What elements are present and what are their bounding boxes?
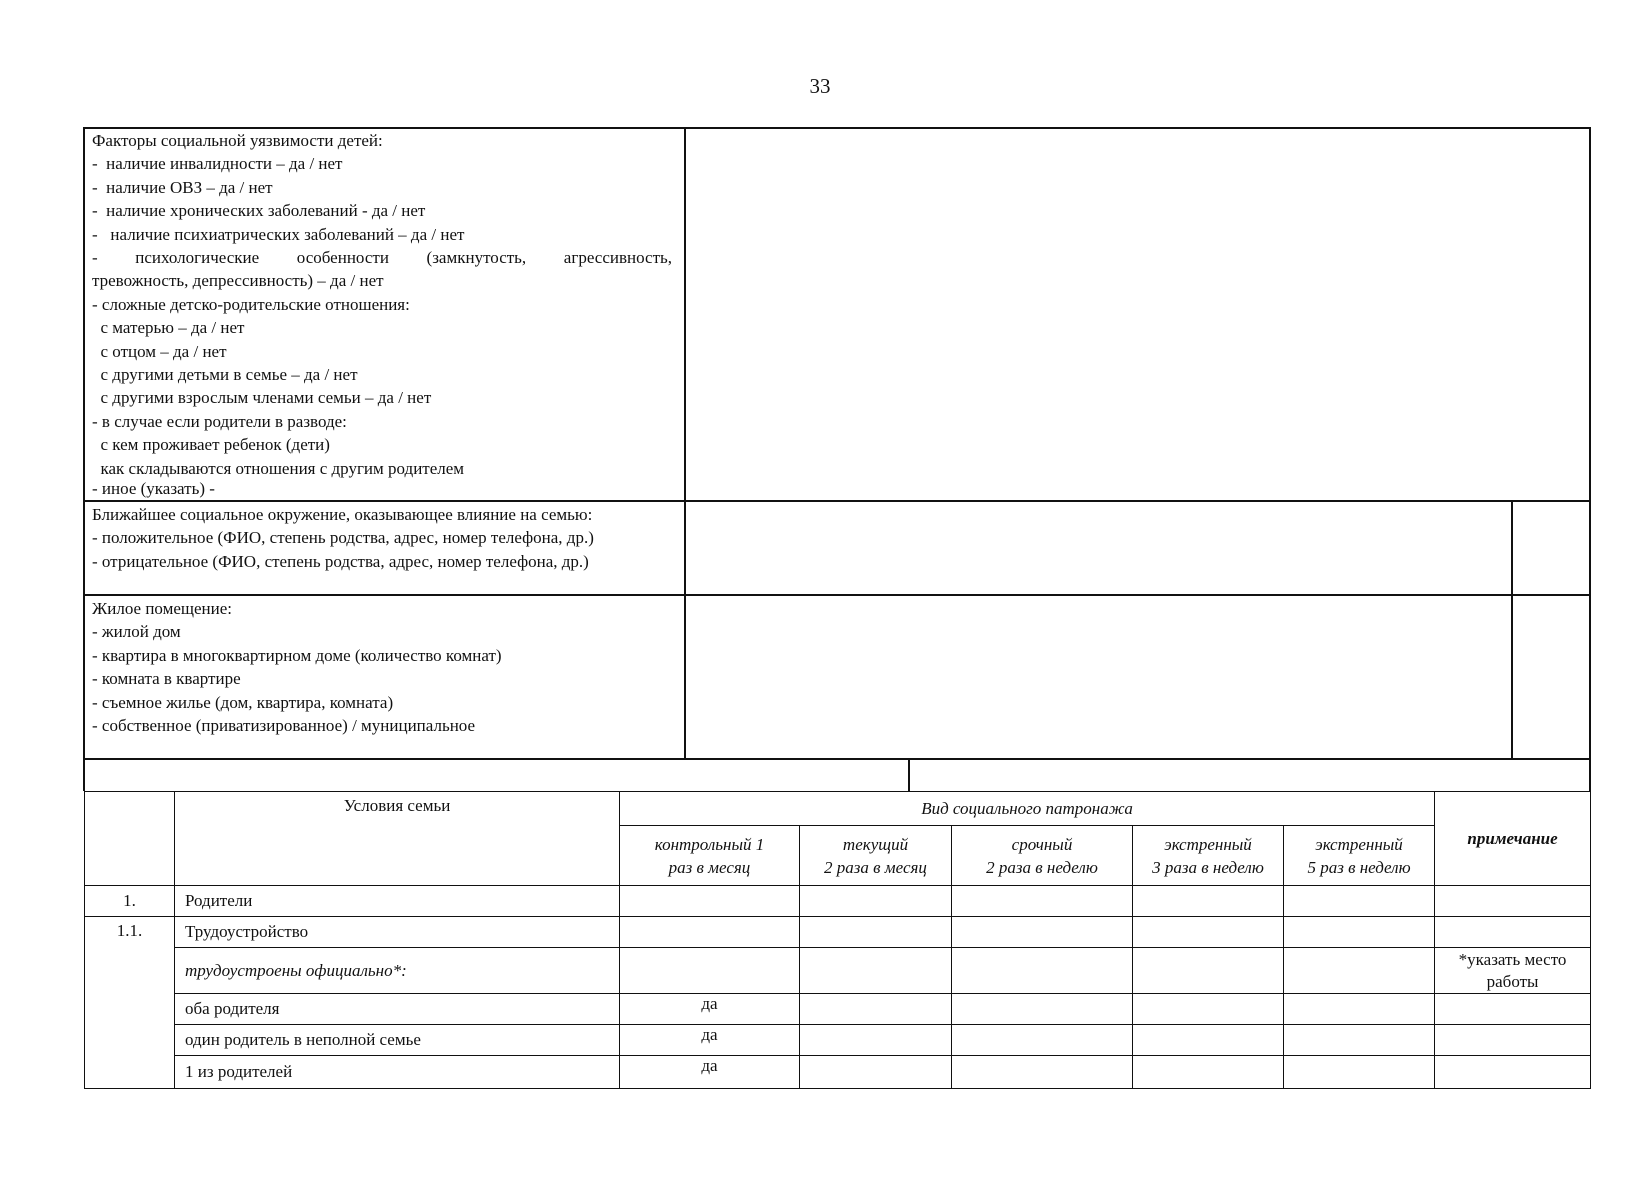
patronage-type-emergency-3 [1133, 826, 1284, 886]
table-header-row [85, 792, 1591, 826]
row-cell [800, 886, 952, 917]
subheader-line2: 3 раза в неделю [1152, 857, 1264, 877]
subheader-line2: раз в месяц [668, 857, 751, 877]
row-cell [1133, 1025, 1284, 1056]
patronage-type-current [800, 826, 952, 886]
section1-line: как складываются отношения с другим родителем [92, 458, 465, 478]
section2-line: - положительное (ФИО, степень родства, адрес, номер телефона, др.) [92, 528, 594, 548]
subheader-line1: текущий [842, 834, 909, 854]
section1-line: - сложные детско-родительские отношения: [92, 294, 410, 314]
table-row [85, 948, 1591, 994]
subheader-line2: 5 раз в неделю [1307, 857, 1411, 877]
row-label: оба родителя [175, 994, 620, 1025]
row-cell [952, 1056, 1133, 1089]
row-cell [1133, 948, 1284, 994]
row-cell [800, 994, 952, 1025]
section2-line: - отрицательное (ФИО, степень родства, адрес, номер телефона, др.) [92, 551, 589, 571]
patronage-type-control [620, 826, 800, 886]
row-number: 1.1. [85, 917, 175, 1089]
row-number: 1. [85, 886, 175, 917]
section1-line: с отцом – да / нет [92, 341, 227, 361]
subheader-line2: 2 раза в неделю [986, 857, 1098, 877]
patronage-header: Вид социального патронажа [620, 792, 1435, 826]
patronage-type-urgent [952, 826, 1133, 886]
row-cell [620, 948, 800, 994]
section1-justified-line [92, 246, 672, 269]
row-cell: да [620, 1025, 800, 1056]
table-row [85, 1025, 1591, 1056]
row-cell [1284, 1025, 1435, 1056]
patronage-table [84, 791, 1591, 1089]
row-label: Трудоустройство [175, 917, 620, 948]
row-cell [1284, 1056, 1435, 1089]
table-row [85, 886, 1591, 917]
subheader-line2: 2 раза в месяц [824, 857, 927, 877]
row-label: Родители [175, 886, 620, 917]
row-note [1435, 886, 1591, 917]
table-row [85, 917, 1591, 948]
row-cell [800, 948, 952, 994]
justified-word: психологические [135, 248, 260, 267]
subheader-line1: экстренный [1315, 834, 1403, 854]
row-cell: да [620, 1056, 800, 1089]
subheader-line1: срочный [1011, 834, 1073, 854]
row-note [1435, 994, 1591, 1025]
justified-word: (замкнутость, [426, 248, 527, 267]
subheader-line1: контрольный 1 [654, 834, 765, 854]
section3-line: - съемное жилье (дом, квартира, комната) [92, 692, 394, 712]
row-cell [952, 994, 1133, 1025]
page-number: 33 [809, 74, 831, 98]
row-cell [1284, 994, 1435, 1025]
row-cell [620, 917, 800, 948]
section3-line: - собственное (приватизированное) / муниципальное [92, 716, 476, 735]
row-note [1435, 1025, 1591, 1056]
subheader-line1: экстренный [1164, 834, 1252, 854]
table-row [85, 994, 1591, 1025]
section1-line: с матерью – да / нет [92, 318, 245, 338]
row-cell [800, 1025, 952, 1056]
section1-line: - наличие психиатрических заболеваний – да / нет [92, 224, 465, 244]
section1-line: - наличие хронических заболеваний - да / нет [92, 201, 426, 221]
row-cell [1133, 994, 1284, 1025]
row-note: *указать место работы [1435, 948, 1591, 994]
row-cell [800, 917, 952, 948]
row-cell [620, 886, 800, 917]
row-cell [952, 948, 1133, 994]
note-header: примечание [1435, 792, 1591, 886]
row-note [1435, 1056, 1591, 1089]
row-cell: да [620, 994, 800, 1025]
section1-line: - наличие инвалидности – да / нет [92, 154, 343, 174]
section1-line: - в случае если родители в разводе: [92, 411, 347, 431]
row-cell [1133, 1056, 1284, 1089]
section3-line: - комната в квартире [92, 669, 241, 689]
row-cell [1284, 917, 1435, 948]
section1-line: тревожность, депрессивность) – да / нет [92, 271, 384, 291]
section1-line: - наличие ОВЗ – да / нет [92, 177, 273, 197]
table-row [85, 1056, 1591, 1089]
row-label: трудоустроены официально*: [175, 948, 620, 994]
section1-line: с кем проживает ребенок (дети) [92, 435, 330, 455]
section2-line: Ближайшее социальное окружение, оказывающее влияние на семью: [92, 505, 593, 524]
patronage-type-emergency-5 [1284, 826, 1435, 886]
row-cell [1284, 948, 1435, 994]
section3-line: - квартира в многоквартирном доме (количество комнат) [92, 645, 502, 665]
row-cell [1133, 917, 1284, 948]
section1-title: Факторы социальной уязвимости детей: [92, 131, 383, 150]
row-cell [800, 1056, 952, 1089]
row-note [1435, 917, 1591, 948]
row-cell [952, 917, 1133, 948]
header-num-cell [85, 792, 175, 886]
row-label: один родитель в неполной семье [175, 1025, 620, 1056]
section1-line: - иное (указать) - [92, 479, 215, 498]
section1-line: с другими взрослым членами семьи – да / нет [92, 388, 432, 408]
row-cell [1284, 886, 1435, 917]
justified-word: особенности [296, 248, 389, 267]
row-cell [952, 1025, 1133, 1056]
row-cell [952, 886, 1133, 917]
section3-line: Жилое помещение: [92, 599, 232, 618]
row-label: 1 из родителей [175, 1056, 620, 1089]
justified-word: - [92, 248, 98, 267]
justified-word: агрессивность, [563, 248, 672, 267]
section3-line: - жилой дом [92, 622, 181, 642]
section1-line: с другими детьми в семье – да / нет [92, 365, 358, 384]
conditions-header: Условия семьи [175, 792, 620, 886]
row-cell [1133, 886, 1284, 917]
